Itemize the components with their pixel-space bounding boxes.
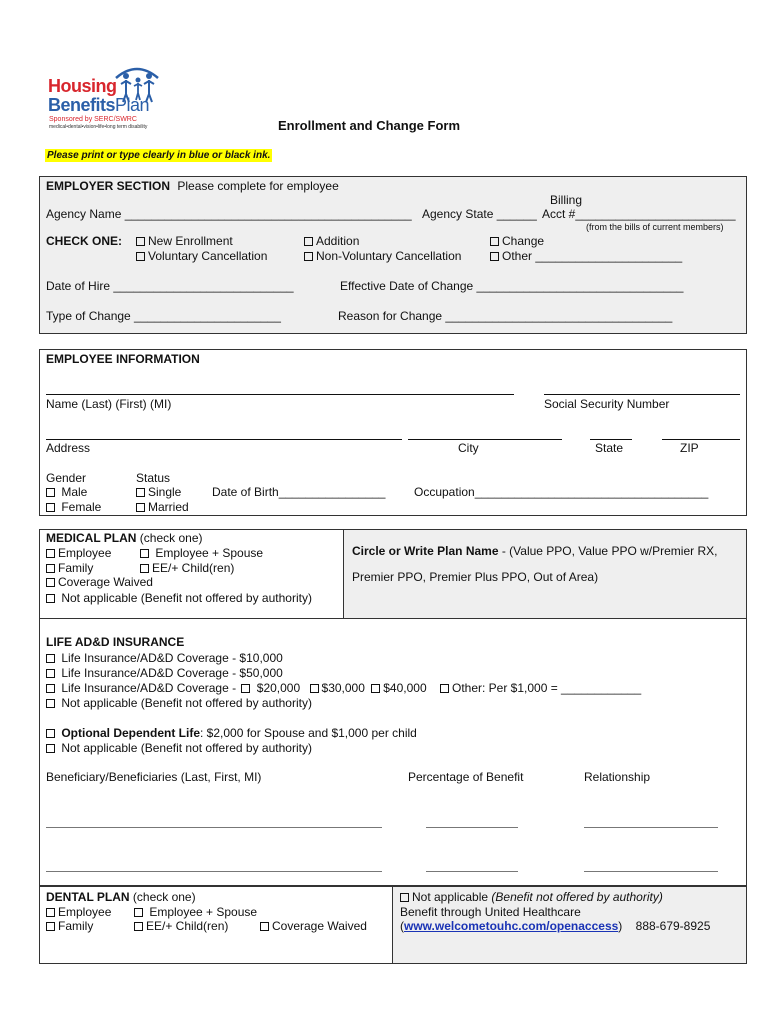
address-label: Address [46,441,91,455]
dental-coverage-waived-label: Coverage Waived [272,919,367,933]
dental-section [39,886,747,964]
checkbox[interactable] [140,549,149,558]
checkbox[interactable] [46,729,55,738]
dental-through: Benefit through United Healthcare [400,905,581,919]
checkbox[interactable] [46,908,55,917]
checkbox[interactable] [440,684,449,693]
married-option[interactable] [136,500,189,514]
plan-options-1: - (Value PPO, Value PPO w/Premier RX, [498,544,718,558]
life-30k-label: $30,000 [321,681,365,695]
checkbox[interactable] [134,922,143,931]
dental-heading-row [46,890,196,904]
life-40k-label: $40,000 [383,681,427,695]
city-line[interactable] [408,439,562,440]
life-not-applicable-label: Not applicable (Benefit not offered by authority) [61,696,312,710]
new-enrollment-label: New Enrollment [148,234,233,248]
dental-not-applicable-option[interactable] [400,890,663,904]
zip-label: ZIP [680,441,699,455]
logo-tagline: medical•dental•vision•life•long term disability [49,124,148,130]
other-label: Other ______________________ [502,249,683,263]
medical-employee-spouse-option[interactable] [140,546,263,560]
checkbox[interactable] [46,564,55,573]
relationship-line-2[interactable] [584,871,718,872]
employer-subheading: Please complete for employee [177,179,339,193]
dental-not-applicable-label: Not applicable [412,890,489,904]
name-label: Name (Last) (First) (MI) [46,397,172,411]
life-heading: LIFE AD&D INSURANCE [46,635,185,649]
check-one-label: CHECK ONE: [46,234,123,248]
dental-family-label: Family [58,919,94,933]
voluntary-cancellation-option[interactable] [136,249,267,263]
checkbox[interactable] [46,654,55,663]
agency-state-field[interactable]: Agency State ______ [422,207,537,221]
acct-note: (from the bills of current members) [586,222,724,232]
addition-label: Addition [316,234,360,248]
checkbox[interactable] [304,237,313,246]
plan-options-2: Premier PPO, Premier Plus PPO, Out of Area) [352,570,599,584]
dental-link[interactable]: www.welcometouhc.com/openaccess [404,919,619,933]
reason-for-change-field[interactable]: Reason for Change __________________________________ [338,309,673,323]
male-label: Male [61,485,88,499]
life-50k-label: Life Insurance/AD&D Coverage - $50,000 [61,666,283,680]
checkbox[interactable] [46,488,55,497]
dental-family-option[interactable] [46,919,93,933]
percentage-line-2[interactable] [426,871,518,872]
female-option[interactable] [46,500,101,514]
agency-name-field[interactable]: Agency Name ___________________________________________ [46,207,412,221]
male-option[interactable] [46,485,87,499]
dental-ee-children-option[interactable] [134,919,228,933]
checkbox[interactable] [46,922,55,931]
optional-dep-not-applicable-option[interactable] [46,741,312,755]
plan-name-label: Circle or Write Plan Name [352,544,499,558]
state-line[interactable] [590,439,632,440]
checkbox[interactable] [136,488,145,497]
dental-employee-label: Employee [58,905,112,919]
married-label: Married [148,500,189,514]
life-not-applicable-option[interactable] [46,696,312,710]
life-10k-label: Life Insurance/AD&D Coverage - $10,000 [61,651,283,665]
medical-family-option[interactable] [46,561,93,575]
checkbox[interactable] [136,252,145,261]
dental-not-applicable-note: (Benefit not offered by authority) [491,890,663,904]
checkbox[interactable] [46,503,55,512]
dental-check-one: (check one) [132,890,196,904]
dental-heading: DENTAL PLAN [46,890,130,904]
medical-not-applicable-option[interactable] [46,591,312,605]
dental-coverage-waived-option[interactable] [260,919,367,933]
checkbox[interactable] [46,578,55,587]
medical-ee-children-option[interactable] [140,561,234,575]
dob-field[interactable]: Date of Birth________________ [212,485,386,499]
dental-employee-spouse-label: Employee + Spouse [149,905,258,919]
checkbox[interactable] [46,594,55,603]
medical-employee-label: Employee [58,546,112,560]
gender-label: Gender [46,471,87,485]
instruction-note: Please print or type clearly in blue or black ink. [47,150,271,161]
medical-check-one: (check one) [139,531,203,545]
medical-coverage-waived-label: Coverage Waived [58,575,153,589]
name-line[interactable] [46,394,514,395]
other-option[interactable] [490,249,682,263]
single-option[interactable] [136,485,181,499]
checkbox[interactable] [46,744,55,753]
state-label: State [595,441,624,455]
new-enrollment-option[interactable] [136,234,233,248]
relationship-line-1[interactable] [584,827,718,828]
medical-coverage-waived-option[interactable] [46,575,153,589]
ssn-line[interactable] [544,394,740,395]
occupation-field[interactable]: Occupation___________________________________ [414,485,709,499]
logo [44,64,164,134]
checkbox[interactable] [136,503,145,512]
status-label: Status [136,471,171,485]
dental-ee-children-label: EE/+ Child(ren) [146,919,229,933]
change-option[interactable] [490,234,544,248]
medical-heading: MEDICAL PLAN [46,531,137,545]
dental-employee-option[interactable] [46,905,111,919]
acct-field[interactable]: Acct #________________________ [542,207,736,221]
life-other-label: Other: Per $1,000 = ____________ [451,681,642,695]
employer-section [39,176,747,334]
checkbox[interactable] [260,922,269,931]
employee-heading: EMPLOYEE INFORMATION [46,352,200,366]
medical-employee-spouse-label: Employee + Spouse [155,546,264,560]
female-label: Female [61,500,102,514]
checkbox[interactable] [134,908,143,917]
checkbox[interactable] [400,893,409,902]
dental-employee-spouse-option[interactable] [134,905,257,919]
voluntary-cancellation-label: Voluntary Cancellation [148,249,268,263]
life-20k-label: $20,000 [256,681,301,695]
beneficiary-line-2[interactable] [46,871,382,872]
type-of-change-field[interactable]: Type of Change ______________________ [46,309,281,323]
city-label: City [458,441,479,455]
zip-line[interactable] [662,439,740,440]
logo-sponsor: Sponsored by SERC/SWRC [49,116,137,123]
checkbox[interactable] [304,252,313,261]
checkbox[interactable] [46,669,55,678]
optional-dep-option[interactable] [46,726,417,740]
logo-line2 [48,95,149,116]
employer-heading: EMPLOYER SECTION [46,179,171,193]
non-voluntary-cancellation-label: Non-Voluntary Cancellation [316,249,462,263]
change-label: Change [502,234,545,248]
checkbox[interactable] [136,237,145,246]
date-of-hire-field[interactable]: Date of Hire ___________________________ [46,279,294,293]
medical-heading-row [46,531,203,545]
employee-section [39,349,747,516]
checkbox[interactable] [46,549,55,558]
medical-not-applicable-label: Not applicable (Benefit not offered by authority) [61,591,312,605]
optional-dep-label: Optional Dependent Life [61,726,201,740]
addition-option[interactable] [304,234,359,248]
logo-line2a: Benefits [48,95,116,115]
percentage-label: Percentage of Benefit [408,770,524,784]
logo-line2b: Plan [115,95,150,115]
dental-phone: 888-679-8925 [635,919,711,933]
plan-name-row1 [352,544,717,558]
life-50k-option[interactable] [46,666,283,680]
checkbox[interactable] [46,684,55,693]
life-10k-option[interactable] [46,651,283,665]
checkbox[interactable] [140,564,149,573]
ssn-label: Social Security Number [544,397,670,411]
life-multi-prefix: Life Insurance/AD&D Coverage - [61,681,237,695]
medical-life-section [39,529,747,886]
address-line[interactable] [46,439,402,440]
optional-dep-text: : $2,000 for Spouse and $1,000 per child [200,726,417,740]
beneficiary-line-1[interactable] [46,827,382,828]
life-multi-option[interactable] [46,681,641,695]
logo-line1: Housing [48,76,117,96]
checkbox[interactable] [490,237,499,246]
optional-dep-not-applicable-label: Not applicable (Benefit not offered by authority) [61,741,312,755]
beneficiary-label: Beneficiary/Beneficiaries (Last, First, MI) [46,770,262,784]
percentage-line-1[interactable] [426,827,518,828]
checkbox[interactable] [46,699,55,708]
dental-contact-row: (www.welcometouhc.com/openaccess) 888-679-8925 [400,919,711,933]
checkbox[interactable] [371,684,380,693]
billing-label: Billing [550,193,583,207]
medical-family-label: Family [58,561,94,575]
effective-date-field[interactable]: Effective Date of Change _______________________________ [340,279,684,293]
non-voluntary-cancellation-option[interactable] [304,249,461,263]
employer-heading-row [46,179,339,193]
relationship-label: Relationship [584,770,651,784]
single-label: Single [148,485,182,499]
medical-employee-option[interactable] [46,546,111,560]
checkbox[interactable] [490,252,499,261]
medical-ee-children-label: EE/+ Child(ren) [152,561,235,575]
checkbox[interactable] [241,684,250,693]
checkbox[interactable] [310,684,319,693]
page-title: Enrollment and Change Form [278,118,461,133]
